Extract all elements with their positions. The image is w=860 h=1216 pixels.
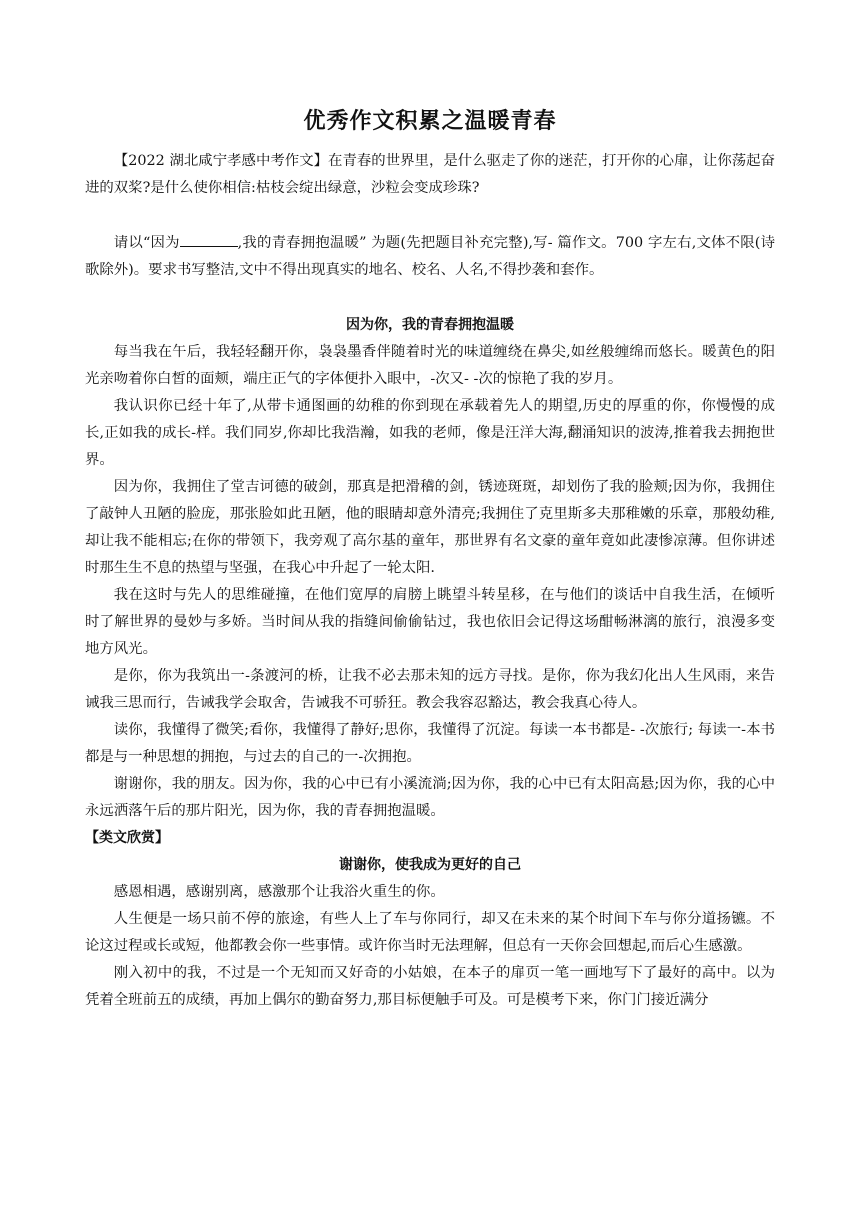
essay1-paragraph: 每当我在午后，我轻轻翻开你，袅袅墨香伴随着时光的味道缠绕在鼻尖,如丝般缠绵而悠长。暖黄色的阳光亲吻着你白皙的面颊，端庄正气的字体便扑入眼中，-次又- -次的惊艳了我的岁月。 (85, 344, 775, 387)
essay1-paragraph: 我认识你已经十年了,从带卡通图画的幼稚的你到现在承载着先人的期望,历史的厚重的你，你慢慢的成长,正如我的成长-样。我们同岁,你却比我浩瀚，如我的老师，像是汪洋大海,翻涌知识的波涛,推着我去拥抱世界。 (85, 398, 775, 468)
spacer (85, 202, 775, 230)
document-title: 优秀作文积累之温暖青春 (303, 108, 557, 134)
title-blank (180, 246, 238, 247)
essay1-title: 因为你，我的青春拥抱温暖 (346, 317, 514, 333)
essay1-paragraph: 我在这时与先人的思维碰撞，在他们宽厚的肩膀上眺望斗转星移，在与他们的谈话中自我生活，在倾听时了解世界的曼妙与多娇。当时间从我的指缝间偷偷钻过，我也依旧会记得这场酣畅淋漓的旅行，浪漫多变地方风光。 (85, 587, 775, 657)
essay1-paragraph: 是你，你为我筑出一-条渡河的桥，让我不必去那未知的远方寻找。是你，你为我幻化出人生风雨，来告诫我三思而行，告诫我学会取舍，告诫我不可骄狂。教会我容忍豁达，教会我真心待人。 (85, 668, 775, 711)
section-tag: 【类文欣赏】 (85, 830, 169, 846)
spacer (85, 284, 775, 312)
prompt-before: 请以“因为 (113, 235, 180, 251)
essay1-paragraph: 谢谢你，我的朋友。因为你，我的心中已有小溪流淌;因为你，我的心中已有太阳高悬;因为你，我的心中永远洒落午后的那片阳光，因为你，我的青春拥抱温暖。 (85, 776, 775, 819)
essay2-paragraph: 感恩相遇，感谢别离，感激那个让我浴火重生的你。 (113, 884, 445, 900)
prompt-after: ,我的青春拥抱温暖” 为题(先把题目补充完整),写- 篇作文。700 字左右,文体不限(诗歌除外)。要求书写整洁,文中不得出现真实的地名、校名、人名,不得抄袭和套作。 (85, 235, 775, 278)
document-body (85, 148, 775, 1014)
source-tag: 【2022 湖北咸宁孝感中考作文】 (113, 153, 329, 169)
intro-question: 在青春的世界里，是什么驱走了你的迷茫，打开你的心扉，让你荡起奋进的双桨?是什么使你相信:枯枝会绽出绿意，沙粒会变成珍珠? (85, 153, 775, 196)
essay2-paragraph: 刚入初中的我，不过是一个无知而又好奇的小姑娘，在本子的扉页一笔一画地写下了最好的高中。以为凭着全班前五的成绩，再加上偶尔的勤奋努力,那目标便触手可及。可是模考下来，你门门接近满分 (85, 965, 775, 1008)
essay2-paragraph: 人生便是一场只前不停的旅途，有些人上了车与你同行，却又在未来的某个时间下车与你分道扬镳。不论这过程或长或短，他都教会你一些事情。或许你当时无法理解，但总有一天你会回想起,而后心生感激。 (85, 911, 775, 954)
intro-paragraph (85, 148, 775, 202)
essay2-title: 谢谢你，使我成为更好的自己 (339, 857, 521, 873)
essay1-paragraph: 因为你，我拥住了堂吉诃德的破剑，那真是把滑稽的剑，锈迹斑斑，却划伤了我的脸颊;因为你，我拥住了敲钟人丑陋的脸庞，那张脸如此丑陋，他的眼睛却意外清亮;我拥住了克里斯多夫那稚嫩的乐章，那般幼稚,却让我不能相忘;在你的带领下，我旁观了高尔基的童年，那世界有名文豪的童年竟如此凄惨凉薄。但你讲述时那生生不息的热望与坚强，在我心中升起了一轮太阳. (85, 479, 775, 576)
prompt-paragraph (85, 230, 775, 284)
essay1-paragraph: 读你，我懂得了微笑;看你，我懂得了静好;思你，我懂得了沉淀。每读一本书都是- -次旅行; 每读一-本书都是与一种思想的拥抱，与过去的自己的一-次拥抱。 (85, 722, 775, 765)
